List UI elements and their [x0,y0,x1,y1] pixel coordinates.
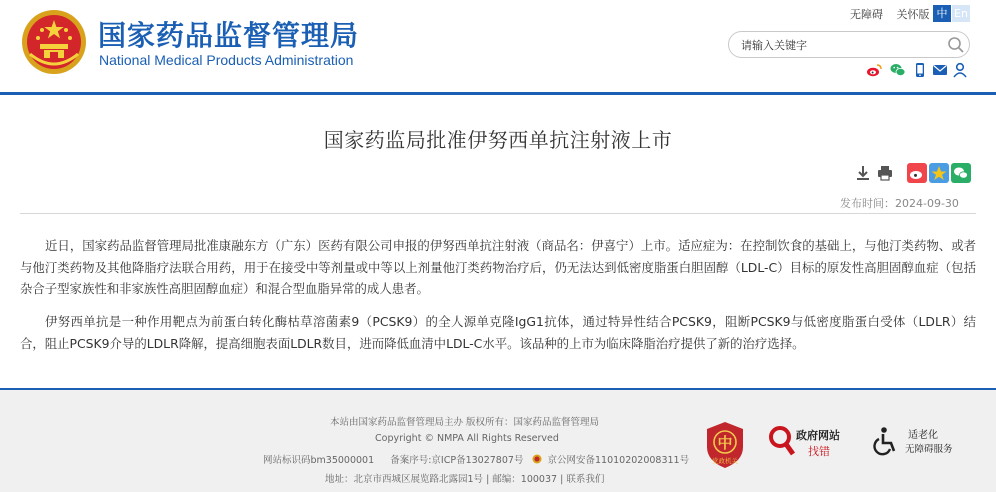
search-box [728,31,970,58]
lang-zh-button[interactable]: 中 [933,5,951,22]
header-divider [0,92,996,95]
party-government-icon [705,421,745,469]
wechat-share-icon[interactable] [951,163,971,183]
mail-icon[interactable] [932,62,948,78]
police-record-link[interactable]: 京公网安备11010202008311号 [547,455,690,466]
site-name-cn[interactable]: 国家药品监督管理局 [98,19,360,52]
gov-site-title: 政府网站 [796,429,840,442]
address-text: 地址：北京市西城区展览路北露园1号 | 邮编：100037 | [325,474,564,485]
gov-site-error-badge[interactable] [768,424,848,462]
police-badge-icon [532,454,542,464]
site-name-en[interactable]: National Medical Products Administration [99,52,354,68]
weibo-share-icon[interactable] [907,163,927,183]
elder-care-link[interactable]: 关怀版 [896,8,930,21]
footer-address [325,471,604,485]
footer-sponsor: 本站由国家药品监督管理局主办 版权所有：国家药品监督管理局 [330,417,600,428]
party-government-label: 党政机关 [712,457,738,465]
site-code: 网站标识码bm35000001 [263,455,375,466]
footer-divider [0,388,996,390]
user-icon[interactable] [952,62,968,78]
wheelchair-icon [872,426,902,456]
print-icon[interactable] [875,163,895,183]
lang-en-button[interactable]: En [952,5,970,22]
weibo-icon[interactable] [866,62,882,78]
search-icon[interactable] [947,36,965,54]
footer-registration [263,452,689,466]
contact-us-link[interactable]: 联系我们 [566,474,605,485]
site-header [0,0,996,94]
aging-friendly-title: 适老化 [908,430,938,441]
top-links [850,6,940,22]
national-emblem-logo[interactable] [20,8,88,76]
article-divider [20,213,976,214]
aging-friendly-subtitle: 无障碍服务 [905,444,953,455]
aging-friendly-badge[interactable] [872,426,972,462]
download-icon[interactable] [853,163,873,183]
publish-label: 发布时间： [840,197,895,210]
party-government-badge[interactable] [705,421,745,469]
wechat-icon[interactable] [890,62,906,78]
publish-date-value: 2024-09-30 [895,197,959,210]
article-title: 国家药监局批准伊努西单抗注射液上市 [323,128,673,152]
article-paragraph: 近日，国家药品监督管理局批准康融东方（广东）医药有限公司申报的伊努西单抗注射液（商品名：伊喜宁）上市。适应症为：在控制饮食的基础上，与他汀类药物、或者与他汀类药物及其他降脂疗法联合用药，用于在接受中等剂量或中等以上剂量他汀类药物治疗后，仍无法达到低密度脂蛋白胆固醇（LDL-C）目标的原发性高胆固醇血症（包括杂合子型家族性和非家族性高胆固醇血症）和混合型血脂异常的成人患者。 [20,238,976,296]
publish-date [840,195,959,211]
site-footer [0,388,996,492]
magnifier-icon [768,424,796,460]
mobile-icon[interactable] [912,62,928,78]
accessibility-link[interactable]: 无障碍 [850,8,883,21]
qzone-share-icon[interactable] [929,163,949,183]
article-paragraph: 伊努西单抗是一种作用靶点为前蛋白转化酶枯草溶菌素9（PCSK9）的全人源单克隆IgG1抗体，通过特异性结合PCSK9，阻断PCSK9与低密度脂蛋白受体（LDLR）结合，阻止PCSK9介导的LDLR降解，提高细胞表面LDLR数目，进而降低血清中LDL-C水平。该品种的上市为临床降脂治疗提供了新的治疗选择。 [20,314,976,351]
gov-site-subtitle: 找错 [808,445,830,458]
footer-copyright: Copyright © NMPA All Rights Reserved [375,433,559,444]
search-input[interactable] [741,36,941,54]
icp-link[interactable]: 备案序号:京ICP备13027807号 [390,455,524,466]
svg-text:中: 中 [717,434,733,452]
